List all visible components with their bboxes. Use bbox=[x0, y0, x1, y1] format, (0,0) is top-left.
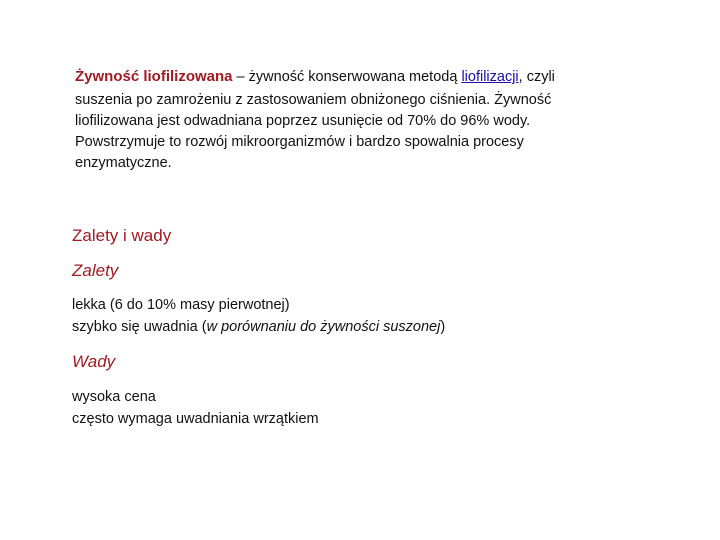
pros-item-note: w porównaniu do żywności suszonej bbox=[206, 319, 441, 335]
cons-heading: Wady bbox=[72, 352, 116, 371]
cons-item: często wymaga uwadniania wrzątkiem bbox=[72, 411, 319, 427]
liofilizacja-link[interactable]: liofilizacji bbox=[461, 69, 519, 85]
intro-text-cont: , czyli bbox=[518, 69, 555, 85]
intro-line-5: enzymatyczne. bbox=[75, 155, 172, 171]
cons-item: wysoka cena bbox=[72, 389, 156, 405]
pros-item-end: ) bbox=[440, 319, 446, 335]
intro-line-3: liofilizowana jest odwadniana poprzez usunięcie od 70% do 96% wody. bbox=[75, 113, 531, 129]
intro-text: – żywność konserwowana metodą bbox=[232, 69, 462, 85]
section-heading: Zalety i wady bbox=[72, 226, 172, 245]
pros-item bbox=[72, 318, 445, 336]
pros-heading: Zalety bbox=[72, 261, 119, 280]
pros-item-text: szybko się uwadnia ( bbox=[72, 319, 207, 335]
intro-line-2: suszenia po zamrożeniu z zastosowaniem obniżonego ciśnienia. Żywność bbox=[75, 92, 552, 108]
pros-item: lekka (6 do 10% masy pierwotnej) bbox=[72, 297, 290, 313]
intro-title: Żywność liofilizowana bbox=[75, 68, 233, 85]
intro-line-4: Powstrzymuje to rozwój mikroorganizmów i bardzo spowalnia procesy bbox=[75, 134, 524, 150]
intro-line-1 bbox=[75, 68, 555, 86]
